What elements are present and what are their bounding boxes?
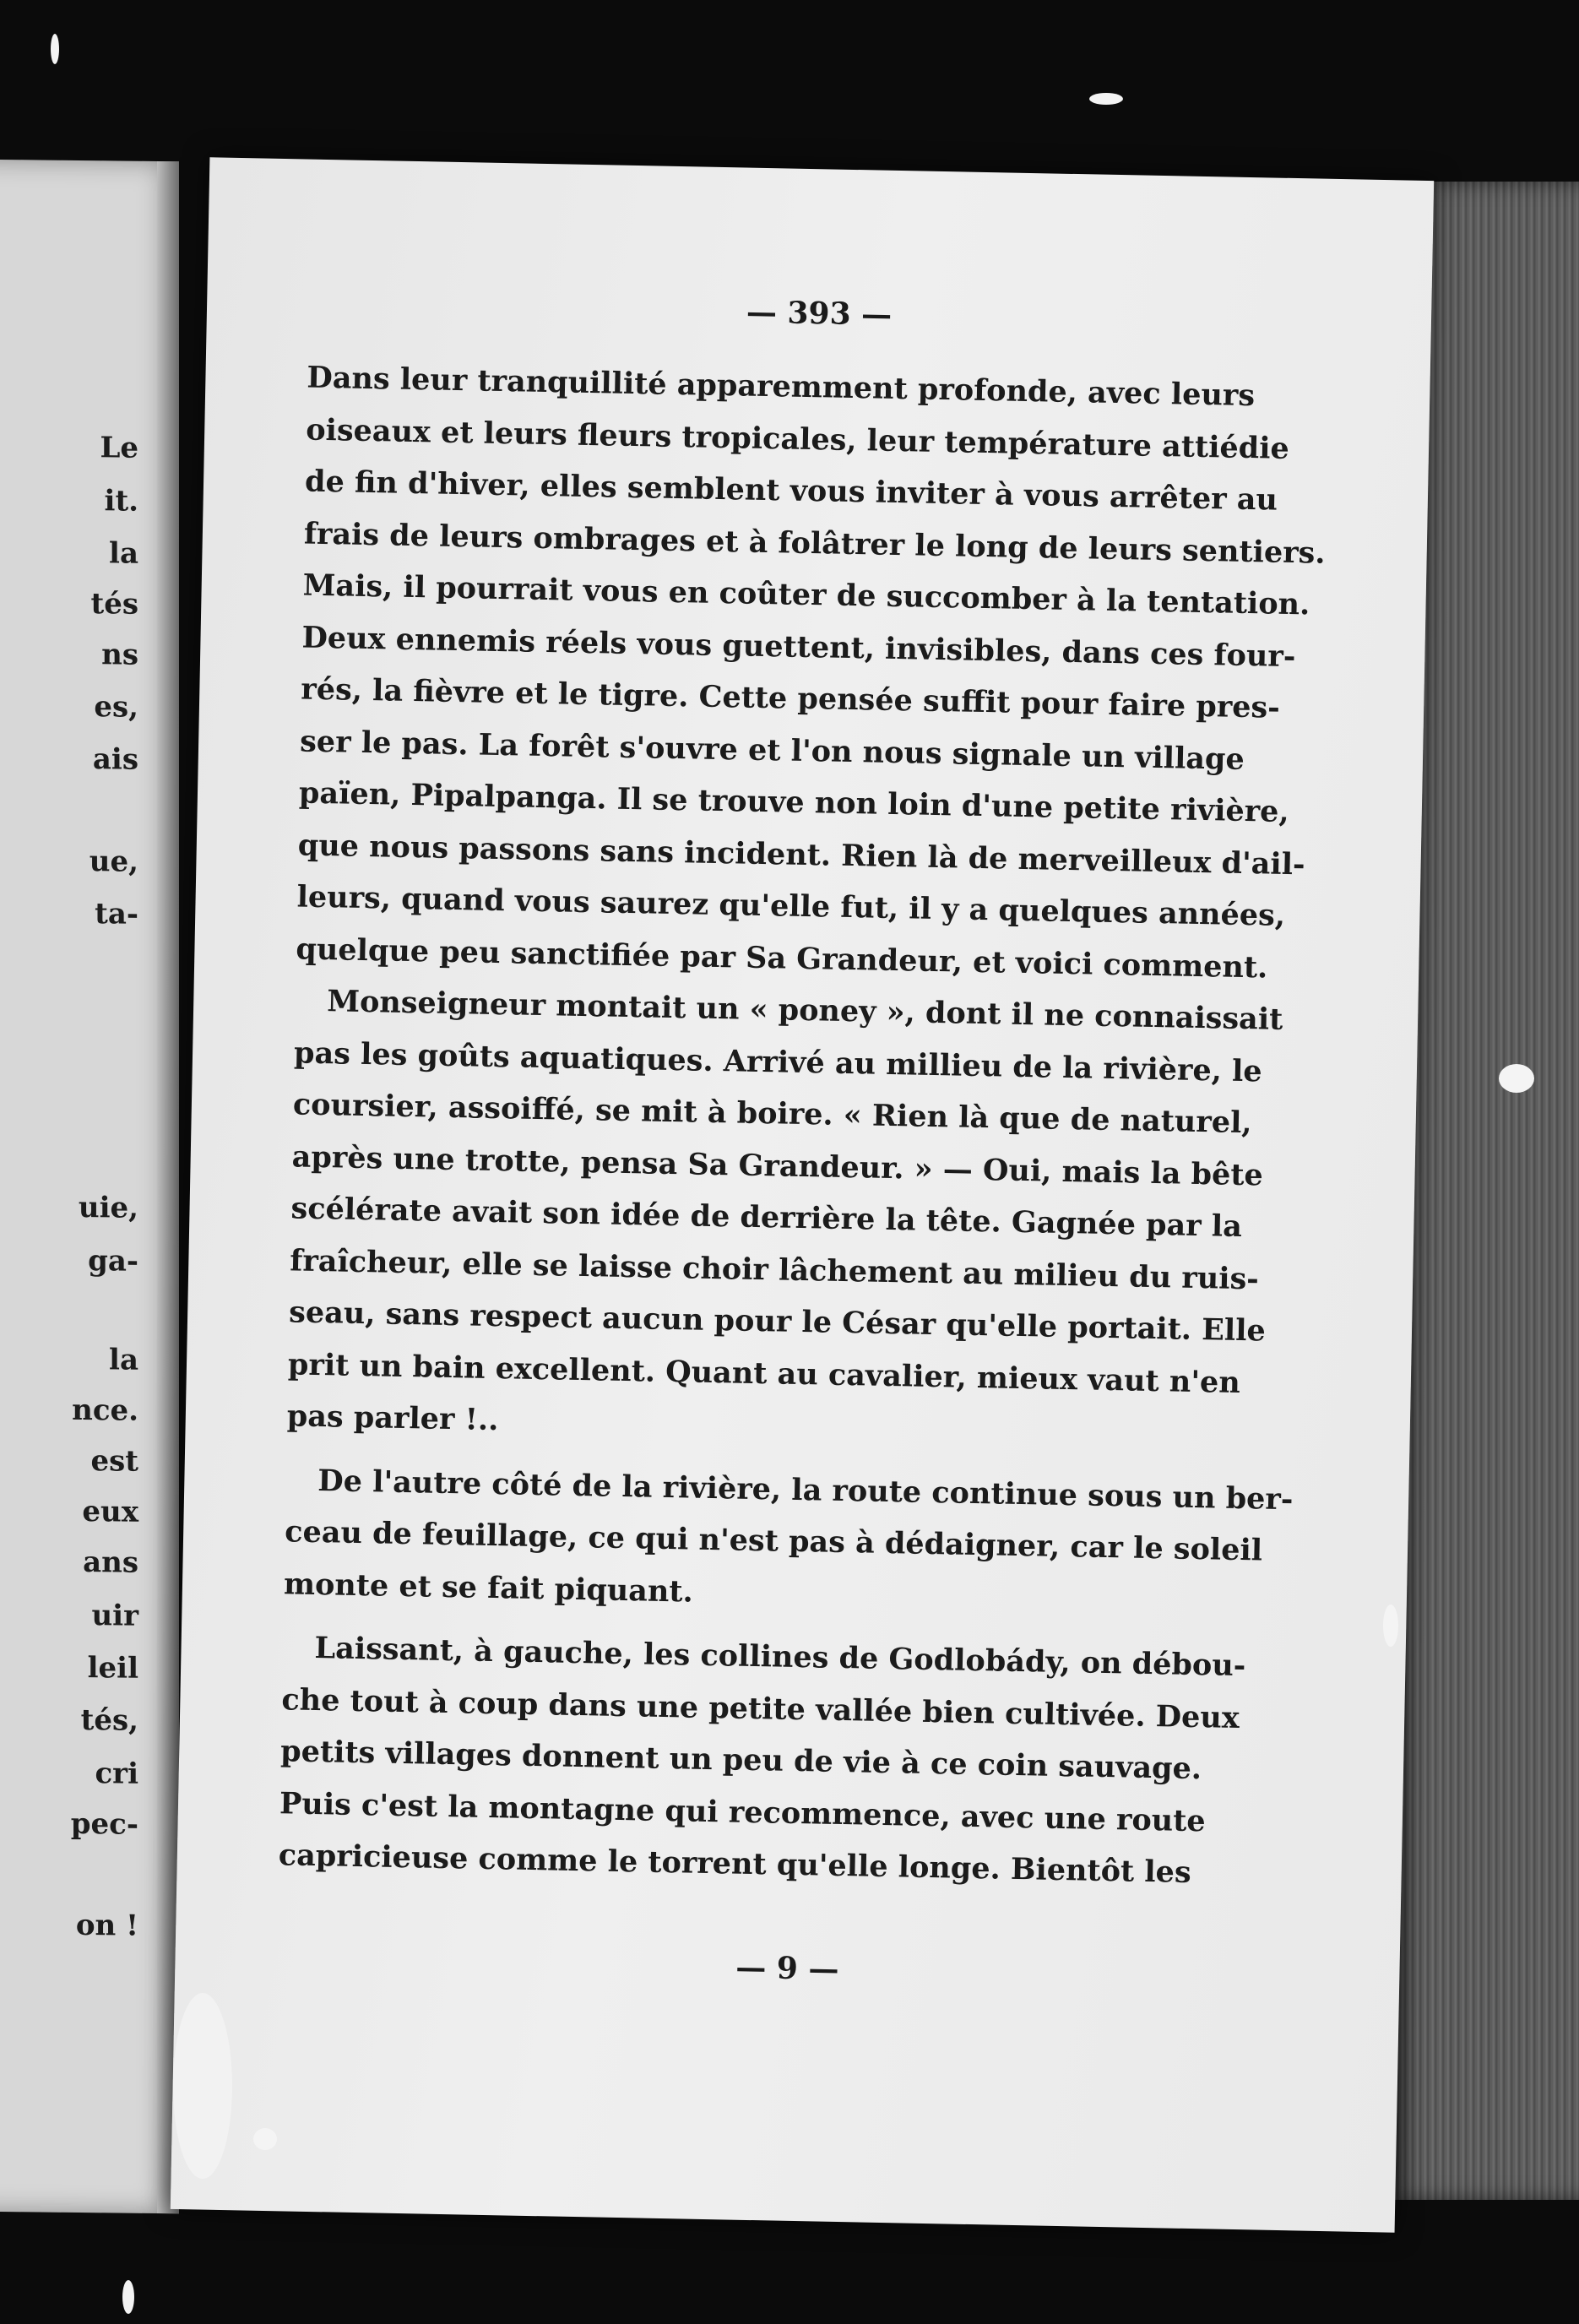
left-page-fragment: ta- <box>95 897 138 931</box>
text-line: Laissant, à gauche, les collines de Godlobády, on débou- <box>314 1631 1246 1684</box>
left-page-fragment: Le <box>100 431 138 465</box>
text-line: monte et se fait piquant. <box>283 1566 694 1610</box>
text-line: oiseaux et leurs fleurs tropicales, leur température attiédie <box>305 412 1290 466</box>
text-line: capricieuse comme le torrent qu'elle longe. Bientôt les <box>278 1838 1192 1890</box>
page-number-footer: — 9 — <box>735 1949 839 1987</box>
scan-speck <box>1089 93 1123 105</box>
scan-speck <box>122 2280 134 2314</box>
text-line: pas les goûts aquatiques. Arrivé au millieu de la rivière, le <box>293 1034 1263 1089</box>
left-page-fragment: tés <box>90 587 138 622</box>
left-page-fragment: ans <box>83 1545 138 1580</box>
text-line: quelque peu sanctifiée par Sa Grandeur, et voici comment. <box>296 931 1268 986</box>
text-line: Deux ennemis réels vous guettent, invisibles, dans ces four- <box>301 620 1296 674</box>
left-page-fragment: la <box>109 536 138 571</box>
paragraph <box>278 1621 1246 1898</box>
text-line: de fin d'hiver, elles semblent vous inviter à vous arrêter au <box>304 464 1278 518</box>
text-line: Puis c'est la montagne qui recommence, avec une route <box>279 1785 1207 1838</box>
left-page-fragment: est <box>90 1444 138 1479</box>
book-page <box>171 157 1434 2232</box>
scan-speck <box>1383 1605 1398 1647</box>
text-line: païen, Pipalpanga. Il se trouve non loin d'une petite rivière, <box>298 775 1290 829</box>
text-line: prit un bain excellent. Quant au cavalier, mieux vaut n'en <box>287 1346 1241 1400</box>
text-line: petits villages donnent un peu de vie à ce coin sauvage. <box>279 1734 1202 1787</box>
text-line: leurs, quand vous saurez qu'elle fut, il y a quelques années, <box>296 879 1286 933</box>
text-line: que nous passons sans incident. Rien là de merveilleux d'ail- <box>297 827 1305 882</box>
text-line: pas parler !.. <box>286 1398 499 1438</box>
text-line: ser le pas. La forêt s'ouvre et l'on nous signale un village <box>299 723 1245 777</box>
paragraph <box>296 352 1326 992</box>
left-page-fragment: ga- <box>88 1244 138 1279</box>
previous-page <box>0 160 179 2213</box>
text-line: che tout à coup dans une petite vallée bien cultivée. Deux <box>281 1681 1240 1735</box>
scan-speck <box>173 1993 232 2179</box>
left-page-fragment: on ! <box>75 1908 138 1943</box>
text-line: seau, sans respect aucun pour le César qu'elle portait. Elle <box>288 1295 1267 1349</box>
left-page-fragment: ue, <box>89 844 138 879</box>
left-page-fragment: tés, <box>80 1702 138 1738</box>
text-line: Dans leur tranquillité apparemment profonde, avec leurs <box>307 360 1256 414</box>
left-page-fragment: cri <box>95 1757 138 1791</box>
left-page-fragment: leil <box>87 1651 138 1686</box>
text-line: Mais, il pourrait vous en coûter de succomber à la tentation. <box>302 567 1310 622</box>
left-page-fragment: es, <box>94 690 138 725</box>
text-line: après une trotte, pensa Sa Grandeur. » — Oui, mais la bête <box>291 1138 1264 1192</box>
scan-speck <box>253 2128 277 2150</box>
text-line: rés, la fièvre et le tigre. Cette pensée suffit pour faire pres- <box>300 671 1281 725</box>
left-page-fragment: nce. <box>72 1393 138 1428</box>
left-page-fragment: la <box>109 1343 138 1377</box>
page-body <box>278 352 1326 1898</box>
left-page-fragment: uir <box>91 1599 138 1633</box>
text-line: coursier, assoiffé, se mit à boire. « Rien là que de naturel, <box>292 1087 1252 1141</box>
text-line: De l'autre côté de la rivière, la route continue sous un ber- <box>317 1463 1294 1517</box>
paragraph <box>286 975 1283 1458</box>
text-line: scélérate avait son idée de derrière la tête. Gagnée par la <box>290 1191 1243 1245</box>
text-line: fraîcheur, elle se laisse choir lâchement au milieu du ruis- <box>290 1242 1260 1296</box>
text-line: frais de leurs ombrages et à folâtrer le long de leurs sentiers. <box>303 516 1326 571</box>
left-page-fragment: ns <box>101 638 138 672</box>
text-line: ceau de feuillage, ce qui n'est pas à dédaigner, car le soleil <box>284 1514 1263 1568</box>
left-page-fragment: ais <box>92 742 138 777</box>
left-page-fragment: it. <box>104 484 138 519</box>
paragraph <box>283 1454 1294 1627</box>
left-page-fragment: eux <box>82 1495 138 1529</box>
page-number-header: — 393 — <box>746 294 893 333</box>
scan-speck <box>1499 1064 1534 1093</box>
scan-speck <box>51 34 59 64</box>
text-line: Monseigneur montait un « poney », dont il ne connaissait <box>326 984 1283 1037</box>
left-page-fragment: uie, <box>78 1190 138 1225</box>
left-page-fragment: pec- <box>70 1806 138 1842</box>
